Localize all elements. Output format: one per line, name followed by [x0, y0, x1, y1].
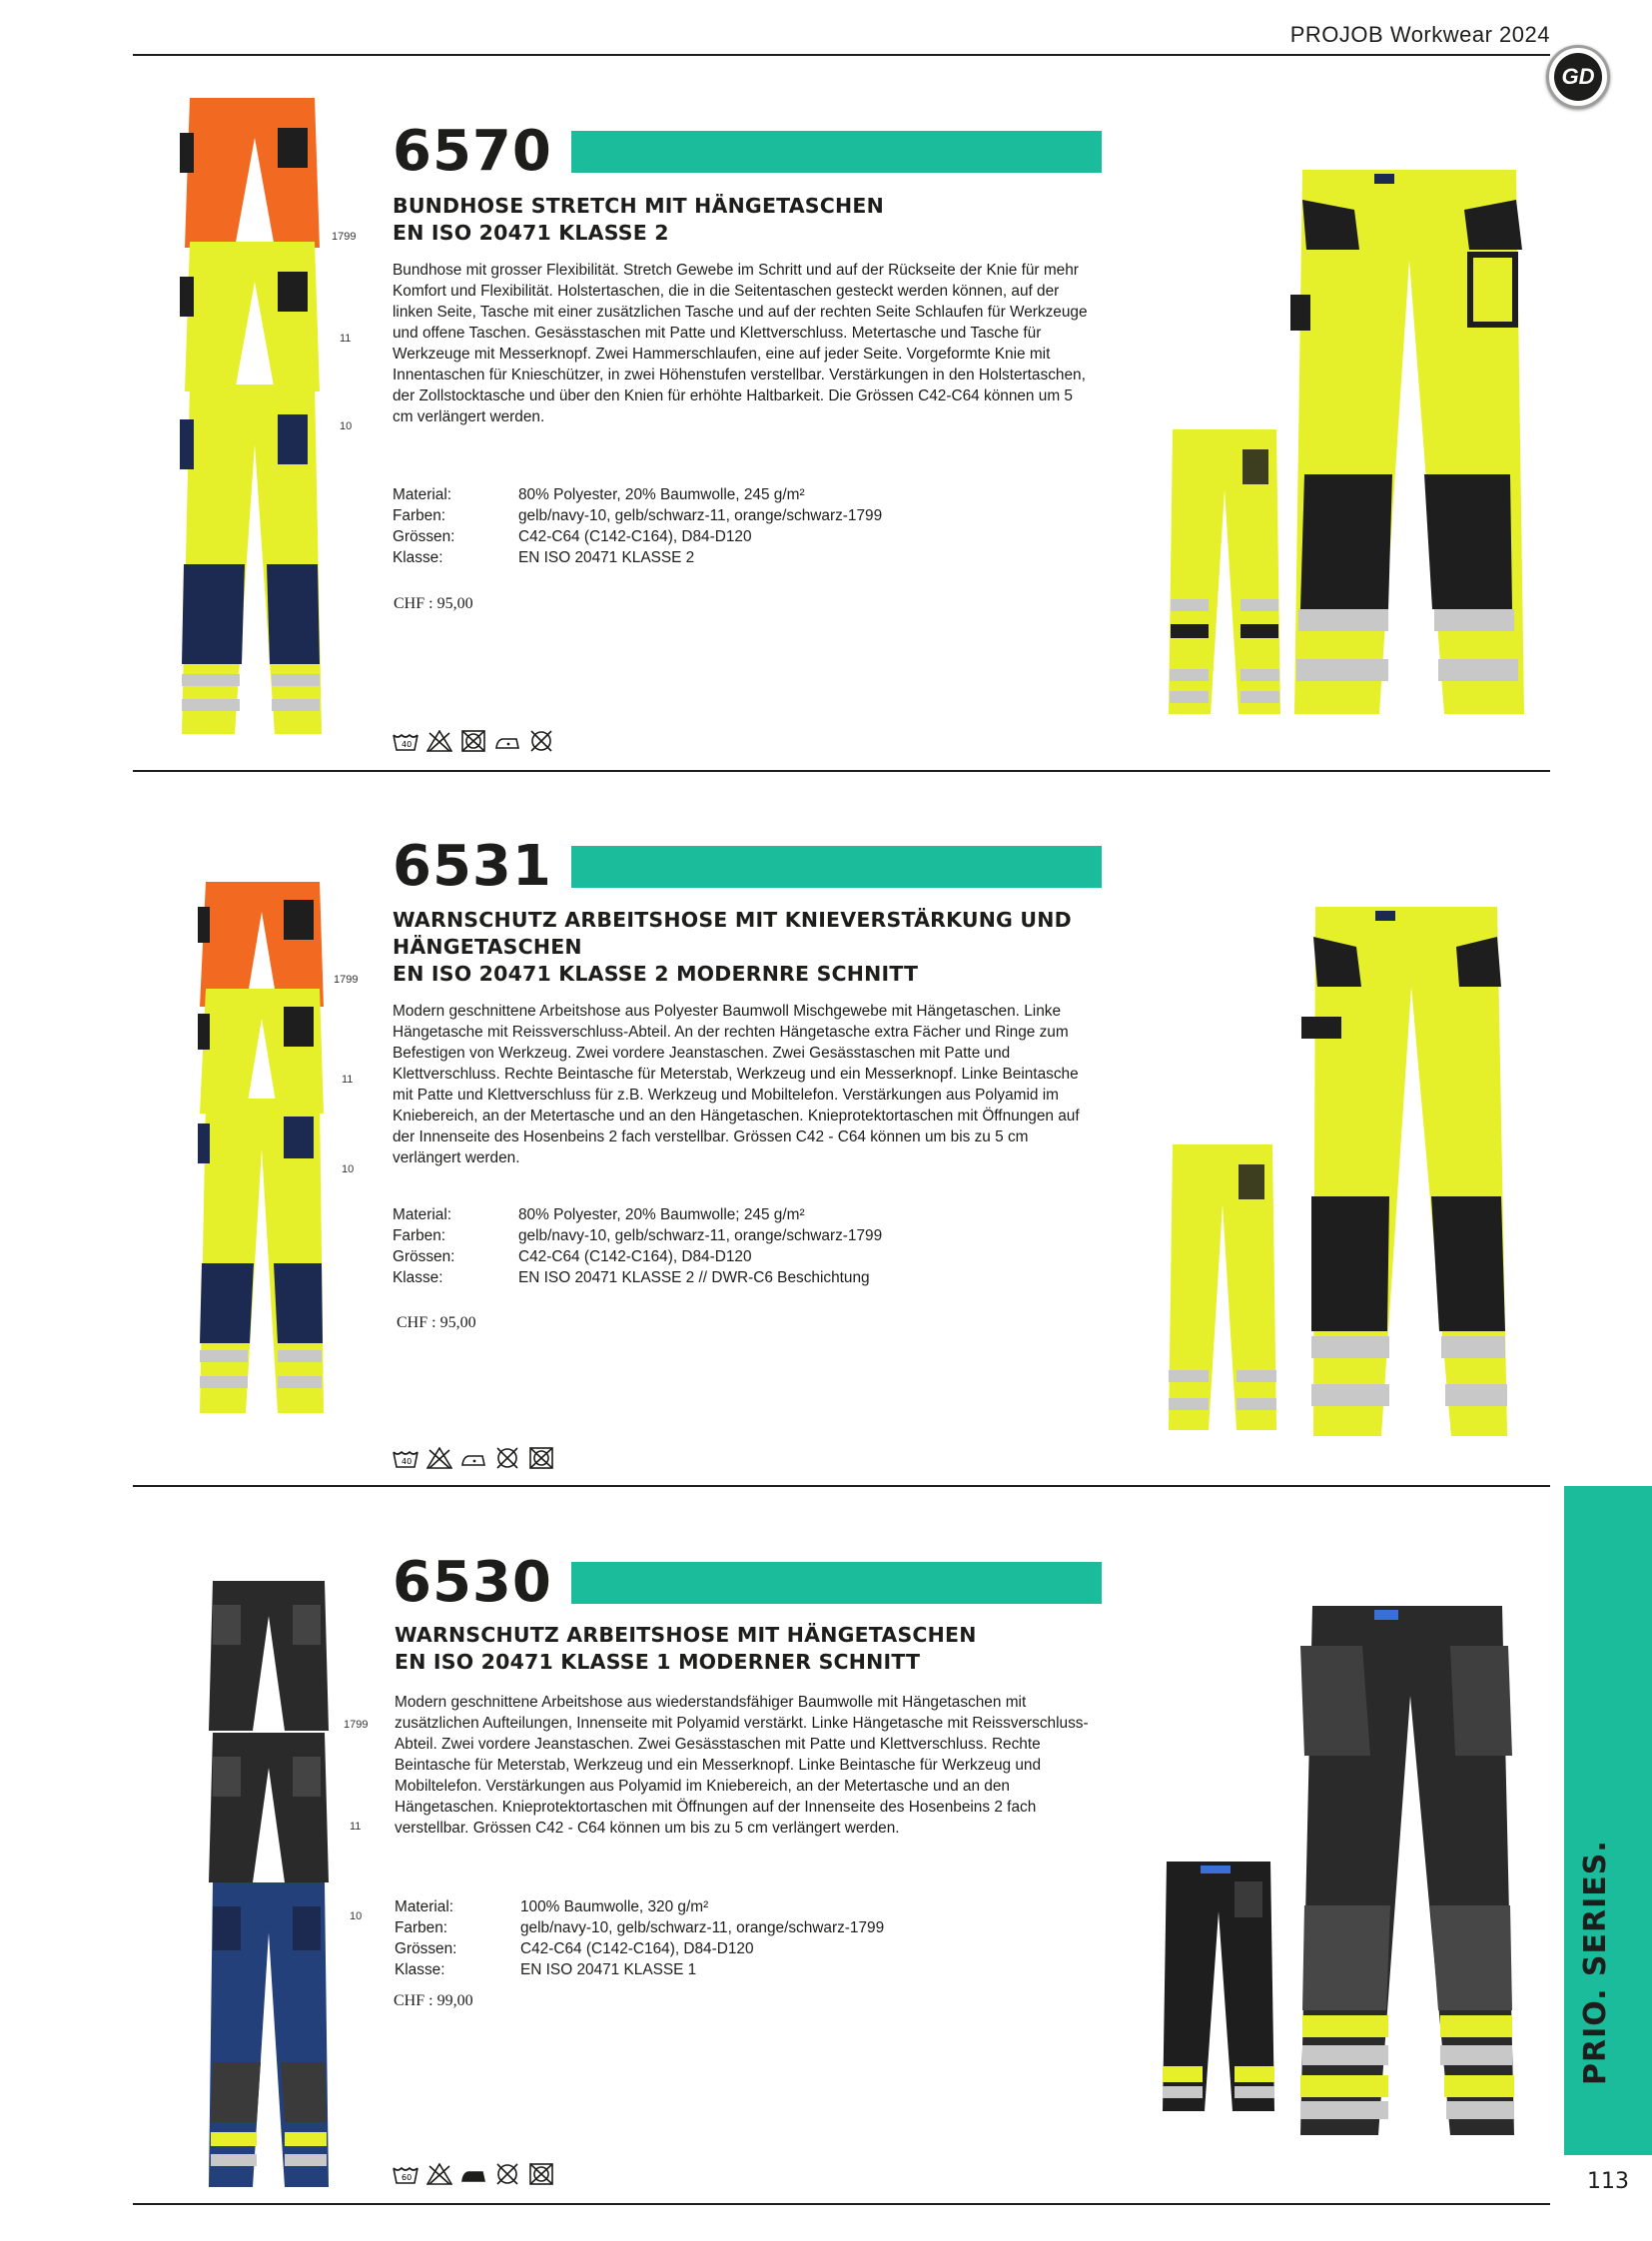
no-tumble-dry-icon: [528, 2163, 554, 2185]
spec-label: Klasse:: [395, 1961, 445, 1978]
swatch-code: 11: [340, 333, 352, 345]
brand-logo: GD: [1546, 45, 1610, 109]
no-tumble-dry-icon: [528, 1447, 554, 1469]
series-side-tab: [1564, 1486, 1652, 2155]
spec-value: gelb/navy-10, gelb/schwarz-11, orange/schwarz-1799: [518, 1227, 883, 1244]
title-line: HÄNGETASCHEN: [393, 935, 582, 959]
spec-label: Klasse:: [393, 1269, 443, 1286]
spec-row: [395, 1896, 884, 1917]
swatch-code: 10: [340, 420, 353, 432]
spec-row: [393, 1246, 882, 1267]
wash-40-icon: [393, 1447, 418, 1469]
spec-row: [395, 1959, 884, 1980]
spec-value: EN ISO 20471 KLASSE 2: [518, 549, 695, 566]
product-description: Modern geschnittene Arbeitshose aus wiederstandsfähiger Baumwolle mit Hängetaschen mit zusätzlichen Aufteilungen, Innenseite mit Polyamid verstärkt. Linke Hängetasche mit Reissverschluss-Abteil. Zwei vordere Jeanstaschen. Zwei Gesässtaschen mit Patte und Klettverschluss. Rechte Beintasche für Meterstab, Werkzeug und ein Messerknopf. Linke Beintasche für Werkzeug und Mobiltelefon. Verstärkungen aus Polyamid im Kniebereich, an der Metertasche und an den Hängetaschen. Knieprotektortaschen mit Öffnungen auf der Innenseite des Hosenbeins 2 fach verstellbar. Grössen C42 - C64 können um bis zu 5 cm verlängert werden.: [395, 1694, 1089, 1837]
header-rule: [133, 54, 1550, 56]
model-number: 6531: [393, 834, 552, 899]
spec-value: EN ISO 20471 KLASSE 1: [520, 1961, 697, 1978]
spec-value: C42-C64 (C142-C164), D84-D120: [520, 1940, 754, 1957]
spec-value: C42-C64 (C142-C164), D84-D120: [518, 528, 752, 545]
swatch-code: 1799: [334, 974, 359, 986]
footer-rule: [133, 2203, 1550, 2205]
care-symbols: [393, 730, 554, 752]
swatch-orange-black-pants: [170, 98, 330, 248]
title-line: EN ISO 20471 KLASSE 2 MODERNRE SCHNITT: [393, 962, 919, 986]
title-line: EN ISO 20471 KLASSE 1 MODERNER SCHNITT: [395, 1650, 921, 1674]
product-title: [393, 193, 884, 247]
spec-table: [393, 1204, 882, 1288]
care-symbols: [393, 1447, 554, 1469]
svg-text:60: 60: [402, 2173, 413, 2182]
spec-value: gelb/navy-10, gelb/schwarz-11, orange/schwarz-1799: [518, 507, 883, 524]
swatch-code: 10: [350, 1910, 363, 1922]
spec-label: Grössen:: [393, 528, 455, 545]
title-line: WARNSCHUTZ ARBEITSHOSE MIT KNIEVERSTÄRKUNG UND: [393, 908, 1072, 932]
product-image-front: [1284, 170, 1534, 714]
product-image-back: [1167, 429, 1282, 714]
accent-bar: [571, 846, 1102, 888]
spec-value: 100% Baumwolle, 320 g/m²: [520, 1898, 709, 1915]
spec-table: [393, 484, 882, 568]
no-bleach-icon: [426, 730, 452, 752]
spec-value: 80% Polyester, 20% Baumwolle; 245 g/m²: [518, 1206, 805, 1223]
model-number: 6570: [393, 119, 552, 184]
product-price: CHF : 95,00: [394, 595, 473, 612]
swatch-yellow-navy-pants: [198, 1099, 326, 1413]
product-title: [393, 907, 1072, 988]
spec-row: [393, 526, 882, 547]
series-label: PRIO. SERIES.: [1578, 1840, 1613, 2085]
no-dry-clean-icon: [528, 730, 554, 752]
product-image-back: [1161, 1862, 1276, 2111]
product-title: [395, 1622, 977, 1676]
no-bleach-icon: [426, 1447, 452, 1469]
iron-low-icon: [460, 1447, 486, 1469]
spec-value: gelb/navy-10, gelb/schwarz-11, orange/schwarz-1799: [520, 1919, 885, 1936]
spec-row: [393, 1225, 882, 1246]
wash-40-icon: [393, 730, 418, 752]
svg-text:40: 40: [402, 1457, 413, 1466]
spec-label: Grössen:: [393, 1248, 455, 1265]
no-bleach-icon: [426, 2163, 452, 2185]
swatch-code: 10: [342, 1163, 355, 1175]
no-dry-clean-icon: [494, 1447, 520, 1469]
product-image-back: [1167, 1144, 1278, 1430]
spec-row: [393, 505, 882, 526]
swatch-yellow-black-pants: [198, 989, 326, 1114]
no-tumble-dry-icon: [460, 730, 486, 752]
title-line: BUNDHOSE STRETCH MIT HÄNGETASCHEN: [393, 194, 884, 218]
iron-medium-icon: [460, 2163, 486, 2185]
swatch-code: 11: [350, 1821, 362, 1833]
swatch-code: 1799: [332, 231, 357, 243]
spec-table: [395, 1896, 884, 1980]
accent-bar: [571, 1562, 1102, 1604]
swatch-yellow-navy-pants: [170, 384, 330, 734]
spec-row: [395, 1917, 884, 1938]
product-price: CHF : 95,00: [397, 1314, 476, 1331]
swatch-code: 1799: [344, 1719, 369, 1731]
title-line: WARNSCHUTZ ARBEITSHOSE MIT HÄNGETASCHEN: [395, 1623, 977, 1647]
spec-label: Farben:: [393, 507, 446, 524]
swatch-black-pants: [205, 1581, 333, 1731]
spec-row: [393, 484, 882, 505]
spec-value: C42-C64 (C142-C164), D84-D120: [518, 1248, 752, 1265]
svg-text:40: 40: [402, 740, 413, 749]
spec-label: Farben:: [393, 1227, 446, 1244]
catalog-header-title: PROJOB Workwear 2024: [1289, 22, 1550, 47]
swatch-black-pants: [205, 1733, 333, 1882]
page-number: 113: [1587, 2169, 1629, 2194]
spec-value: EN ISO 20471 KLASSE 2 // DWR-C6 Beschichtung: [518, 1269, 870, 1286]
swatch-code: 11: [342, 1074, 354, 1086]
iron-low-icon: [494, 730, 520, 752]
section-divider: [133, 770, 1550, 772]
swatch-navy-pants: [205, 1882, 333, 2187]
spec-row: [393, 1267, 882, 1288]
product-description: Bundhose mit grosser Flexibilität. Stretch Gewebe im Schritt und auf der Rückseite der Knie für mehr Komfort und Flexibilität. Holstertaschen, die in die Seitentaschen gesteckt werden können, auf der linken Seite, Tasche mit einer zusätzlichen Tasche und auf der rechten Seite Schlaufen für Werkzeuge und offene Taschen. Gesässtaschen mit Patte und Klettverschluss. Metertasche und Tasche für Werkzeuge mit Messerknopf. Zwei Hammerschlaufen, eine auf jeder Seite. Vorgeformte Knie mit Innentaschen für Knieschützer, in zwei Höhenstufen verstellbar. Verstärkungen in den Holstertaschen, der Zollstocktasche und über den Knien für erhöhte Haltbarkeit. Die Grössen C42-C64 können um 5 cm verlängert werden.: [393, 262, 1088, 425]
swatch-yellow-black-pants: [170, 242, 330, 391]
care-symbols: [393, 2163, 554, 2185]
section-divider: [133, 1485, 1550, 1487]
no-dry-clean-icon: [494, 2163, 520, 2185]
wash-60-icon: [393, 2163, 418, 2185]
spec-row: [393, 547, 882, 568]
spec-value: 80% Polyester, 20% Baumwolle, 245 g/m²: [518, 486, 805, 503]
model-number: 6530: [393, 1550, 552, 1615]
product-image-front: [1301, 907, 1511, 1436]
spec-label: Material:: [393, 1206, 452, 1223]
title-line: EN ISO 20471 KLASSE 2: [393, 221, 669, 245]
spec-label: Material:: [393, 486, 452, 503]
spec-label: Material:: [395, 1898, 454, 1915]
product-price: CHF : 99,00: [394, 1992, 473, 2009]
spec-label: Klasse:: [393, 549, 443, 566]
product-description: Modern geschnittene Arbeitshose aus Polyester Baumwoll Mischgewebe mit Hängetaschen. Linke Hängetasche mit Reissverschluss-Abteil. An der rechten Hängetasche extra Fächer und Ringe zum Befestigen von Werkzeug. Zwei vordere Jeanstaschen. Zwei Gesässtaschen mit Patte und Klettverschluss. Rechte Beintasche für Meterstab, Werkzeug und ein Messerknopf. Linke Beintasche mit Patte und Klettverschluss für z.B. Werkzeug und Mobiltelefon. Verstärkungen aus Polyamid im Kniebereich, an der Metertasche und an den Hängetaschen. Knieprotektortaschen mit Öffnungen auf der Innenseite des Hosenbeins 2 fach verstellbar. Grössen C42 - C64 können um bis zu 5 cm verlängert werden.: [393, 1003, 1080, 1166]
spec-label: Farben:: [395, 1919, 448, 1936]
spec-label: Grössen:: [395, 1940, 457, 1957]
accent-bar: [571, 131, 1102, 173]
spec-row: [393, 1204, 882, 1225]
product-image-front: [1290, 1606, 1520, 2135]
spec-row: [395, 1938, 884, 1959]
